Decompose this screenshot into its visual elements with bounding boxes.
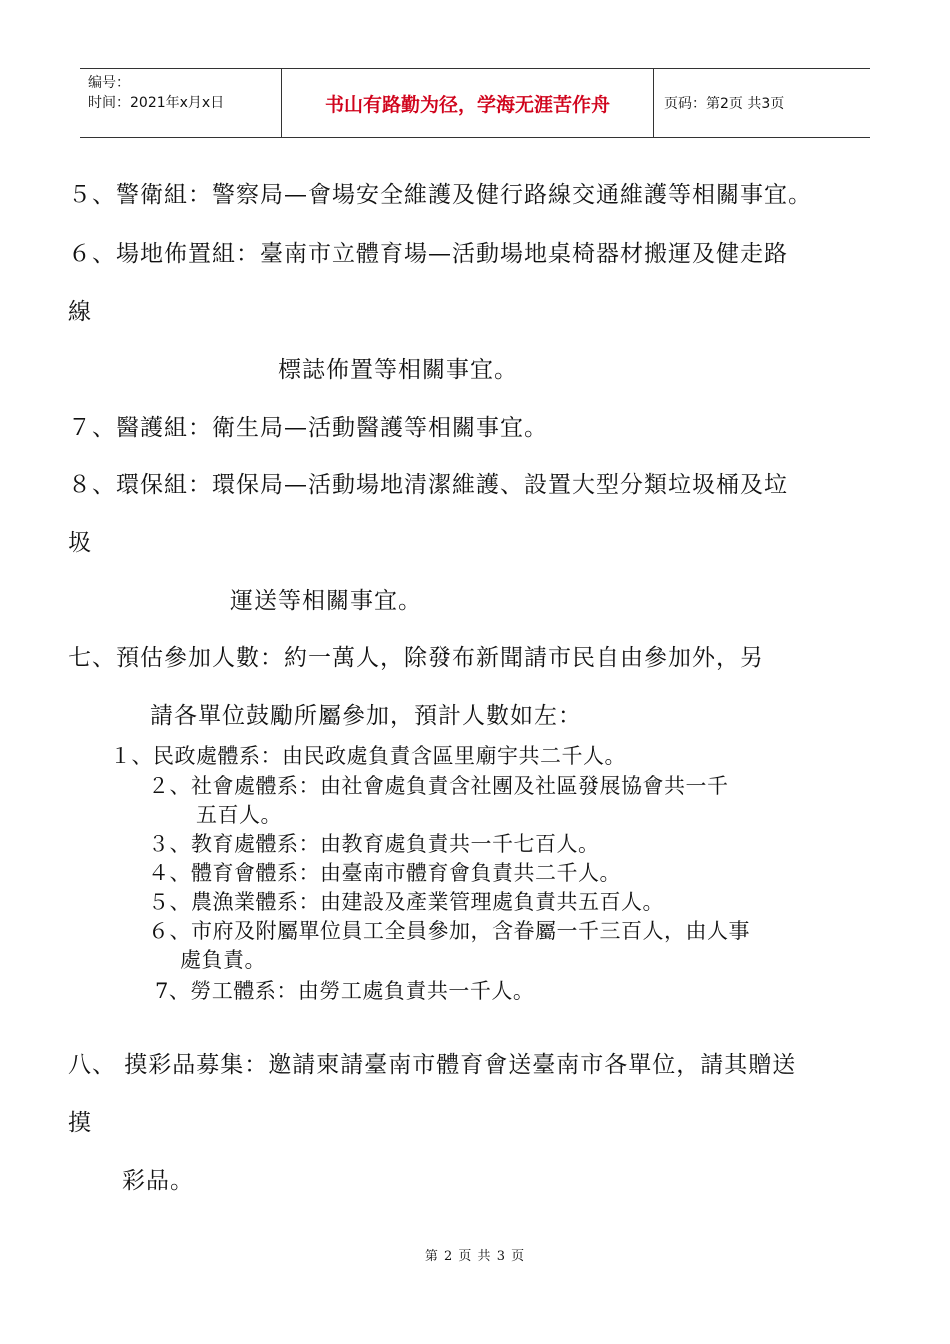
- document-time-label: 时间：2021年x月x日: [88, 95, 225, 111]
- body-line: 運送等相關事宜。: [230, 588, 422, 614]
- body-line: ７、醫護組：衛生局—活動醫護等相關事宜。: [68, 415, 548, 441]
- document-number-label: 编号：: [88, 75, 130, 91]
- page-header: [80, 68, 870, 138]
- body-line: 彩品。: [122, 1168, 194, 1194]
- list-item: 五百人。: [196, 803, 282, 827]
- body-line: ６、場地佈置組：臺南市立體育場—活動場地桌椅器材搬運及健走路: [68, 241, 788, 267]
- body-line: 摸: [68, 1110, 92, 1136]
- list-item: 處負責。: [180, 948, 266, 972]
- list-item: ２、社會處體系：由社會處負責含社團及社區發展協會共一千: [148, 774, 729, 798]
- body-line: 線: [68, 299, 92, 325]
- body-line: 圾: [68, 530, 92, 556]
- header-motto: 书山有路勤为径，学海无涯苦作舟: [282, 69, 654, 137]
- body-line: 請各單位鼓勵所屬參加，預計人數如左：: [150, 703, 582, 729]
- page-footer: 第 2 页 共 3 页: [424, 1249, 526, 1264]
- body-line: ５、警衛組：警察局—會場安全維護及健行路線交通維護等相關事宜。: [68, 182, 812, 208]
- body-line: 標誌佈置等相關事宜。: [278, 357, 518, 383]
- list-item: ３、教育處體系：由教育處負責共一千七百人。: [148, 832, 600, 856]
- list-item: 7、勞工體系：由勞工處負責共一千人。: [155, 979, 535, 1003]
- header-page-number: 页码：第2页 共3页: [664, 96, 785, 112]
- body-line: 七、預估參加人數：約一萬人，除發布新聞請市民自由參加外，另: [68, 645, 764, 671]
- list-item: ４、體育會體系：由臺南市體育會負責共二千人。: [148, 861, 621, 885]
- list-item: ６、市府及附屬單位員工全員參加，含眷屬一千三百人，由人事: [148, 919, 750, 943]
- body-line: ８、環保組：環保局—活動場地清潔維護、設置大型分類垃圾桶及垃: [68, 472, 788, 498]
- header-meta: [80, 69, 282, 137]
- list-item: １、民政處體系：由民政處負責含區里廟宇共二千人。: [110, 744, 626, 768]
- body-line: 八、 摸彩品募集：邀請柬請臺南市體育會送臺南市各單位，請其贈送: [68, 1052, 797, 1078]
- list-item: ５、農漁業體系：由建設及產業管理處負責共五百人。: [148, 890, 664, 914]
